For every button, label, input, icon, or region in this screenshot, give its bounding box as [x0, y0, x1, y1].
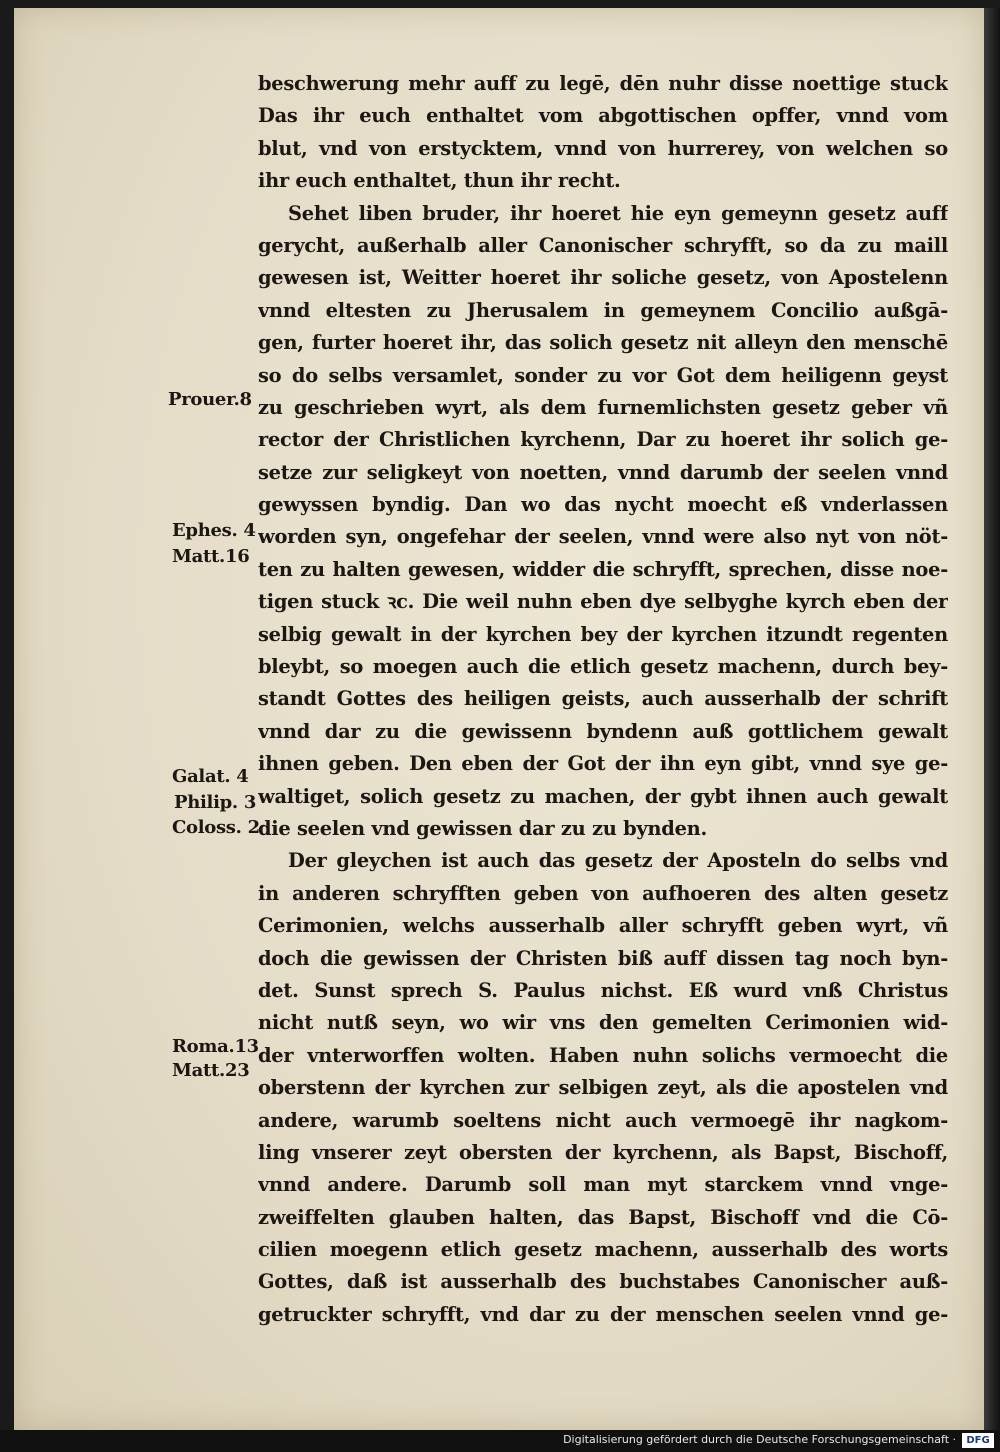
text-line: beschwerung mehr auff zu legē, dēn nuhr disse noettige stuck — [258, 72, 948, 95]
margin-note: Coloss. 2 — [172, 817, 260, 838]
text-line: ihnen geben. Den eben der Got der ihn eyn gibt, vnnd sye ge- — [258, 752, 948, 776]
text-line: getruckter schryfft, vnd dar zu der menschen seelen vnnd ge- — [258, 1302, 948, 1326]
text-line: nicht nutß seyn, wo wir vns den gemelten Cerimonien wid- — [258, 1011, 948, 1035]
text-line: bleybt, so moegen auch die etlich gesetz machenn, durch bey- — [258, 655, 948, 679]
page-edge-shadow — [984, 8, 1000, 1430]
main-text-block — [258, 68, 948, 1331]
text-line: rector der Christlichen kyrchenn, Dar zu hoeret ihr solich ge- — [258, 428, 948, 452]
margin-note: Ephes. 4 — [172, 520, 256, 541]
text-line: Cerimonien, welchs ausserhalb aller schryfft geben wyrt, vñ — [258, 914, 948, 938]
text-line: vnnd dar zu die gewissenn byndenn auß gottlichem gewalt — [258, 719, 948, 743]
text-line: Der gleychen ist auch das gesetz der Aposteln do selbs vnd — [288, 849, 948, 873]
margin-note: Galat. 4 — [172, 766, 249, 787]
text-line: Gottes, daß ist ausserhalb des buchstabes Canonischer auß- — [258, 1270, 948, 1294]
text-line: vnnd eltesten zu Jherusalem in gemeynem Concilio außgā- — [258, 298, 948, 322]
text-line: det. Sunst sprech S. Paulus nichst. Eß wurd vnß Christus — [258, 978, 948, 1002]
text-line: vnnd andere. Darumb soll man myt starckem vnnd vnge- — [258, 1173, 948, 1197]
margin-note: Roma.13 — [172, 1036, 259, 1057]
funding-notice: Digitalisierung gefördert durch die Deutsche Forschungsgemeinschaft · — [563, 1433, 956, 1446]
text-line: gerycht, außerhalb aller Canonischer schryfft, so da zu maill — [258, 233, 948, 257]
text-line: selbig gewalt in der kyrchen bey der kyrchen itzundt regenten — [258, 622, 948, 646]
text-line: zweiffelten glauben halten, das Bapst, Bischoff vnd die Cō- — [258, 1205, 948, 1229]
margin-note: Matt.23 — [172, 1060, 250, 1081]
text-line: gewesen ist, Weitter hoeret ihr soliche gesetz, von Apostelenn — [258, 266, 948, 290]
text-line: die seelen vnd gewissen dar zu zu bynden. — [258, 816, 708, 840]
margin-note: Matt.16 — [172, 546, 250, 567]
text-line: cilien moegenn etlich gesetz machenn, ausserhalb des worts — [258, 1238, 948, 1262]
text-line: so do selbs versamlet, sonder zu vor Got dem heiligenn geyst — [258, 363, 948, 387]
text-line: tigen stuck ꝛc. Die weil nuhn eben dye selbyghe kyrch eben der — [258, 590, 948, 614]
text-line: waltiget, solich gesetz zu machen, der gybt ihnen auch gewalt — [258, 784, 948, 808]
text-line: standt Gottes des heiligen geists, auch ausserhalb der schrift — [258, 687, 948, 711]
text-line: doch die gewissen der Christen biß auff dissen tag noch byn- — [258, 946, 948, 970]
text-line: gewyssen byndig. Dan wo das nycht moecht eß vnderlassen — [258, 493, 948, 517]
text-line: Das ihr euch enthaltet vom abgottischen opffer, vnnd vom — [258, 104, 948, 128]
text-line: der vnterworffen wolten. Haben nuhn solichs vermoecht die — [258, 1043, 948, 1067]
text-line: Sehet liben bruder, ihr hoeret hie eyn gemeynn gesetz auff — [288, 201, 948, 225]
text-line: oberstenn der kyrchen zur selbigen zeyt, als die apostelen vnd — [258, 1076, 948, 1100]
text-line: gen, furter hoeret ihr, das solich gesetz nit alleyn den menschē — [258, 331, 948, 355]
text-line: andere, warumb soeltens nicht auch vermoegē ihr nagkom- — [258, 1108, 948, 1132]
margin-note: Prouer.8 — [168, 389, 252, 410]
text-line: setze zur seligkeyt von noetten, vnnd darumb der seelen vnnd — [258, 460, 948, 484]
text-line: ihr euch enthaltet, thun ihr recht. — [258, 169, 621, 193]
digitization-footer — [0, 1430, 1000, 1452]
text-line: ling vnserer zeyt obersten der kyrchenn, als Bapst, Bischoff, — [258, 1140, 948, 1164]
text-line: zu geschrieben wyrt, als dem furnemlichsten gesetz geber vñ — [258, 395, 948, 419]
text-line: worden syn, ongefehar der seelen, vnnd were also nyt von nöt- — [258, 525, 948, 549]
text-line: blut, vnd von erstycktem, vnnd von hurrerey, von welchen so — [258, 136, 948, 160]
dfg-logo: DFG — [962, 1433, 994, 1448]
text-line: ten zu halten gewesen, widder die schryfft, sprechen, disse noe- — [258, 557, 948, 581]
margin-note: Philip. 3 — [174, 792, 257, 813]
text-line: in anderen schryfften geben von aufhoeren des alten gesetz — [258, 881, 948, 905]
